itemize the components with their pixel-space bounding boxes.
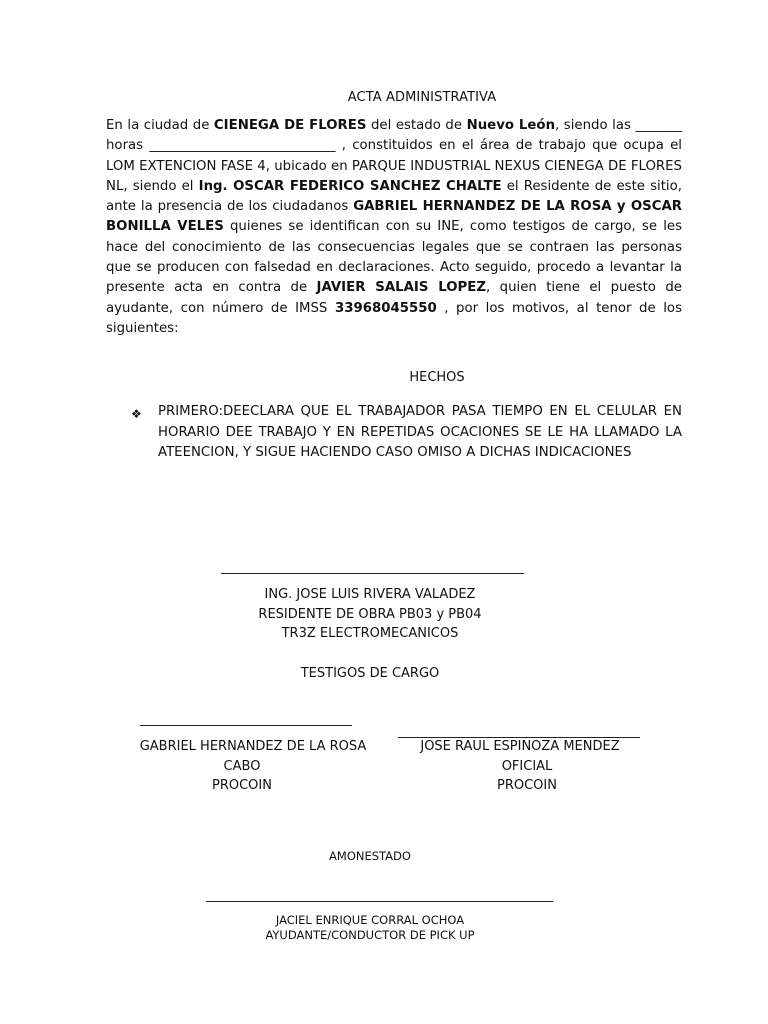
intro-text-6: , quien tiene el puesto de ayudante, con número de IMSS [106, 280, 682, 316]
signature-line-amonestado [206, 901, 553, 902]
intro-text-4: el Residente de este sitio, ante la presencia de los ciudadanos [106, 178, 682, 215]
intro-paragraph [106, 116, 682, 339]
amonestado-name: JACIEL ENRIQUE CORRAL OCHOA [275, 913, 465, 927]
witness-2-name: JOSE RAUL ESPINOZA MENDEZ [420, 739, 620, 754]
witness-1-role: CABO [223, 758, 261, 774]
document-title: ACTA ADMINISTRATIVA [347, 90, 497, 105]
witnesses-names: GABRIEL HERNANDEZ DE LA ROSA y OSCAR BONILLA VELES [106, 199, 683, 235]
resident-signer-name: ING. JOSE LUIS RIVERA VALADEZ [264, 587, 476, 602]
amonestado-signature-block [220, 913, 520, 943]
witness-2-role: OFICIAL [501, 758, 553, 774]
city-name: CIENEGA DE FLORES [213, 118, 367, 133]
intro-text-1: En la ciudad de [106, 118, 214, 133]
intro-text-5: quienes se identifican con su INE, como testigos de cargo, se les hace del conocimiento de las consecuencias legales que se contraen las personas que se producen con falsedad en declaraciones. Acto seguido, procedo a levantar la presente acta en contra de [106, 219, 683, 296]
signature-line-witness-1 [140, 725, 352, 726]
intro-text-3: , siendo las _______ horas ____________________________ , constituidos en el área de trabajo que ocupa el LOM EXTENCION FASE 4, ubicado en PARQUE INDUSTRIAL NEXUS CIENEGA DE FLORES NL, siendo el [106, 118, 682, 194]
witness-1-signature-block [128, 737, 378, 796]
witness-1-name: GABRIEL HERNANDEZ DE LA ROSA [139, 739, 367, 754]
accused-name: JAVIER SALAIS LOPEZ [316, 280, 486, 296]
diamond-bullet-icon: ❖ [131, 407, 142, 421]
testigos-heading: TESTIGOS DE CARGO [300, 666, 440, 681]
resident-signer-company: TR3Z ELECTROMECANICOS [281, 626, 459, 641]
witness-1-company: PROCOIN [212, 778, 272, 793]
hechos-heading: HECHOS [409, 370, 465, 385]
witness-2-company: PROCOIN [497, 778, 557, 793]
signature-line-resident [221, 573, 524, 574]
resident-name: Ing. OSCAR FEDERICO SANCHEZ CHALTE [198, 178, 502, 194]
intro-text-7: , por los motivos, al tenor de los siguientes: [106, 300, 682, 336]
state-name: Nuevo León [466, 118, 556, 133]
witness-2-signature-block [400, 737, 640, 796]
amonestado-role: AYUDANTE/CONDUCTOR DE PICK UP [265, 928, 475, 942]
resident-signature-block [220, 585, 520, 644]
resident-signer-role: RESIDENTE DE OBRA PB03 y PB04 [258, 606, 482, 622]
amonestado-heading: AMONESTADO [329, 849, 411, 863]
imss-number: 33968045550 [334, 300, 437, 316]
hecho-item-primero: PRIMERO:DEECLARA QUE EL TRABAJADOR PASA TIEMPO EN EL CELULAR EN HORARIO DEE TRABAJO Y EN REPETIDAS OCACIONES SE LE HA LLAMADO LA ATEENCION, Y SIGUE HACIENDO CASO OMISO A DICHAS INDICACIONES [158, 404, 682, 461]
intro-text-2: del estado de [366, 118, 467, 133]
